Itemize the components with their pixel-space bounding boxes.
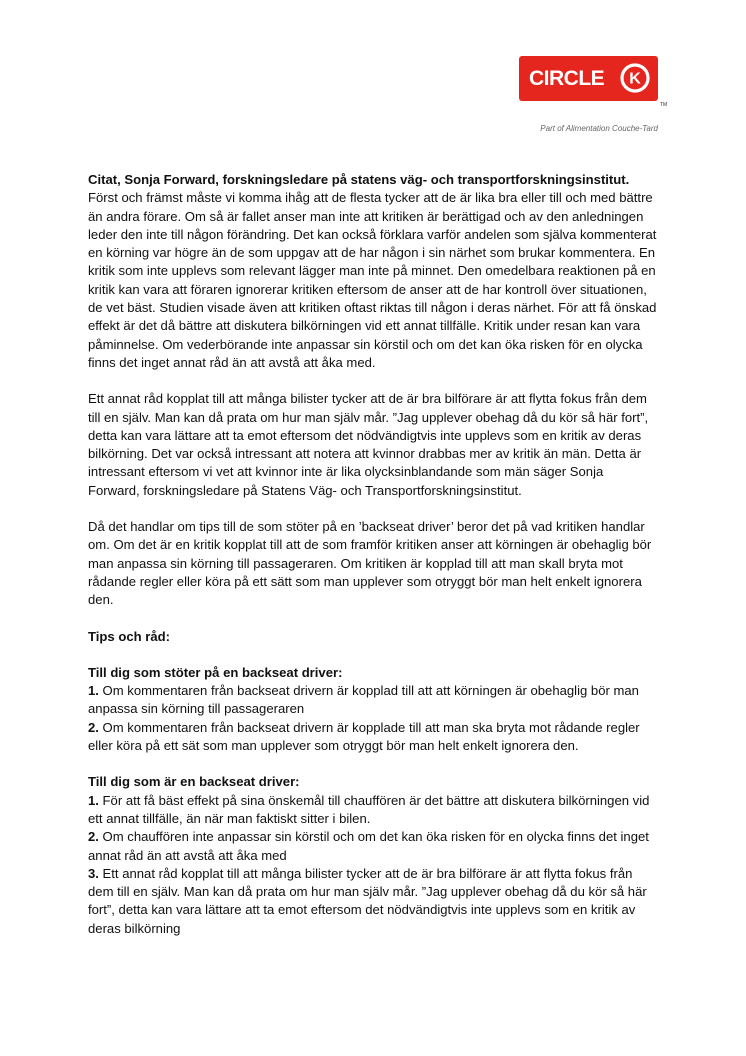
paragraph-1-text: Först och främst måste vi komma ihåg att de flesta tycker att de är lika bra eller till och med bättre än andra förare. Om så är fallet anser man inte att kritiken är berättigad och av den anledningen leder den inte till någon förändring. Det kan också förklara varför andelen som själva kommenterat en körning var högre än de som uppgav att de har någon i sin närhet som brukar kommentera. En kritik som inte upplevs som relevant lägger man inte på minnet. Den omedelbara reaktionen på en kritik kan vara att föraren ignorerar kritiken eftersom de anser att de har kontroll över situationen, de vet bäst. Studien visade även att kritiken oftast riktas till någon i deras närhet. För att få önskad effekt är det då bättre att diskutera bilkörningen vid ett annat tillfälle. Kritik under resan kan vara påminnelse. Om vederbörande inte anpassar sin körstil och om det kan öka risken för en olycka finns det inget annat råd än att avstå att åka med. [88,190,657,370]
paragraph-3: Då det handlar om tips till de som stöter på en ’backseat driver’ beror det på vad kritiken handlar om. Om det är en kritik kopplat till att de som framför kritiken anser att körningen är obehaglig bör man anpassa sin körning till passageraren. Om kritiken är kopplad till att man skall bryta mot rådande regler eller köra på ett sätt som man upplever som otryggt bör man helt enkelt ignorera den. [88,519,652,608]
list-item: Om chauffören inte anpassar sin körstil och om det kan öka risken för en olycka finns det inget annat råd än att avstå att åka med [88,829,649,863]
list-item: Om kommentaren från backseat drivern är kopplade till att man ska bryta mot rådande regler eller köra på ett sät som man upplever som otryggt bör man helt enkelt ignorera den. [88,719,640,754]
list-item: Om kommentaren från backseat drivern är kopplad till att att körningen är obehaglig bör man anpassa sin körning till passageraren [88,683,639,717]
tagline: Part of Alimentation Couche-Tard [540,124,658,133]
list-number: 3. [88,865,99,881]
list-number: 2. [88,829,99,845]
list-item: Ett annat råd kopplat till att många bilister tycker att de är bra bilförare är att flytta fokus från dem till en själv. Man kan då prata om hur man själv mår. ”Jag upplever obehag då du kör så här fort”, detta kan vara lättare att ta emot eftersom det nödvändigtvis inte upplevs som en kritik av deras bilkörning [88,865,647,936]
trademark: TM [660,102,668,108]
circle-k-icon [620,63,650,93]
section-2 [88,773,658,938]
paragraph-1 [88,171,658,372]
list-number: 1. [88,792,99,808]
paragraph-2: Ett annat råd kopplat till att många bilister tycker att de är bra bilförare är att flytta fokus från dem till en själv. Man kan då prata om hur man själv mår. ”Jag upplever obehag då du kör så här fort”, detta kan vara lättare att ta emot eftersom det nödvändigtvis inte upplevs som en kritik av deras bilkörning. Det var också intressant att notera att kvinnor drabbas mer av kritik än män. Detta är intressant eftersom vi vet att kvinnor inte är lika olycksinblandande som män säger Sonja Forward, forskningsledare på Statens Väg- och Transportforskningsinstitut. [88,391,649,498]
list-item: För att få bäst effekt på sina önskemål till chauffören är det bättre att diskutera bilkörningen vid ett annat tillfälle, än när man faktiskt sitter i bilen. [88,792,650,826]
section-1-heading: Till dig som stöter på en backseat driver: [88,664,343,680]
document-body [88,171,658,938]
logo-k-glyph: K [629,70,641,88]
section-2-heading: Till dig som är en backseat driver: [88,774,300,790]
list-number: 2. [88,719,99,735]
logo-text: CIRCLE [529,66,605,90]
circle-k-logo [519,56,658,101]
quote-lead: Citat, Sonja Forward, forskningsledare på statens väg- och transportforskningsinstitut. [88,172,630,187]
section-1 [88,664,658,755]
tips-heading: Tips och råd: [88,628,170,644]
list-number: 1. [88,683,99,699]
